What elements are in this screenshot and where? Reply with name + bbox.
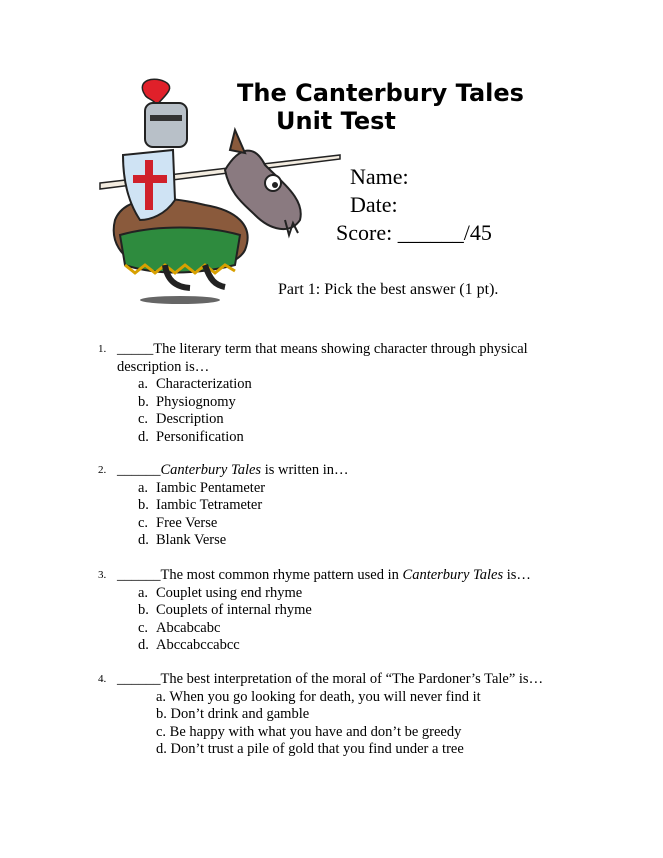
option-c: c. Abcabcabc bbox=[138, 619, 221, 636]
option-d: d. Abccabccabcc bbox=[138, 637, 240, 653]
question-2 bbox=[98, 462, 568, 550]
question-stem-end: is… bbox=[503, 567, 531, 583]
option-d: d. Blank Verse bbox=[138, 532, 227, 548]
question-3 bbox=[98, 567, 568, 655]
option-c: c. Free Verse bbox=[138, 514, 218, 531]
question-stem: is written in… bbox=[261, 462, 349, 478]
score-label: Score: ______/45 bbox=[336, 220, 492, 245]
date-label: Date: bbox=[350, 192, 398, 217]
answer-blank: _____ bbox=[117, 341, 154, 357]
option-b: b. Iambic Tetrameter bbox=[138, 497, 263, 513]
answer-blank: ______ bbox=[117, 567, 161, 583]
option-c: c. Description bbox=[138, 411, 224, 427]
question-1 bbox=[98, 341, 568, 446]
option-a: a. Characterization bbox=[138, 376, 252, 392]
book-title: Canterbury Tales bbox=[402, 567, 504, 583]
book-title: Canterbury Tales bbox=[160, 462, 262, 478]
question-stem: The literary term that means showing character through physical description is… bbox=[117, 341, 528, 375]
part-instructions: Part 1: Pick the best answer (1 pt). bbox=[278, 281, 499, 298]
question-stem: The best interpretation of the moral of “The Pardoner’s Tale” is… bbox=[160, 671, 544, 687]
question-number: 1. bbox=[98, 343, 107, 355]
page-title: The Canterbury Tales bbox=[237, 79, 524, 107]
option-a: a. Couplet using end rhyme bbox=[138, 584, 303, 601]
option-d: d. Don’t trust a pile of gold that you find under a tree bbox=[156, 741, 464, 757]
name-label: Name: bbox=[350, 164, 409, 189]
page-subtitle: Unit Test bbox=[276, 107, 396, 135]
option-a: a. When you go looking for death, you will never find it bbox=[156, 688, 481, 705]
question-4 bbox=[98, 671, 568, 759]
option-b: b. Don’t drink and gamble bbox=[156, 706, 310, 722]
question-number: 2. bbox=[98, 464, 107, 476]
question-number: 4. bbox=[98, 673, 107, 685]
question-stem: The most common rhyme pattern used in bbox=[160, 567, 403, 583]
option-a: a. Iambic Pentameter bbox=[138, 479, 266, 496]
answer-blank: ______ bbox=[117, 671, 161, 687]
option-b: b. Couplets of internal rhyme bbox=[138, 602, 312, 618]
option-d: d. Personification bbox=[138, 428, 244, 445]
answer-blank: ______ bbox=[117, 462, 161, 478]
question-number: 3. bbox=[98, 569, 107, 581]
option-c: c. Be happy with what you have and don’t be greedy bbox=[156, 723, 462, 740]
option-b: b. Physiognomy bbox=[138, 393, 236, 410]
